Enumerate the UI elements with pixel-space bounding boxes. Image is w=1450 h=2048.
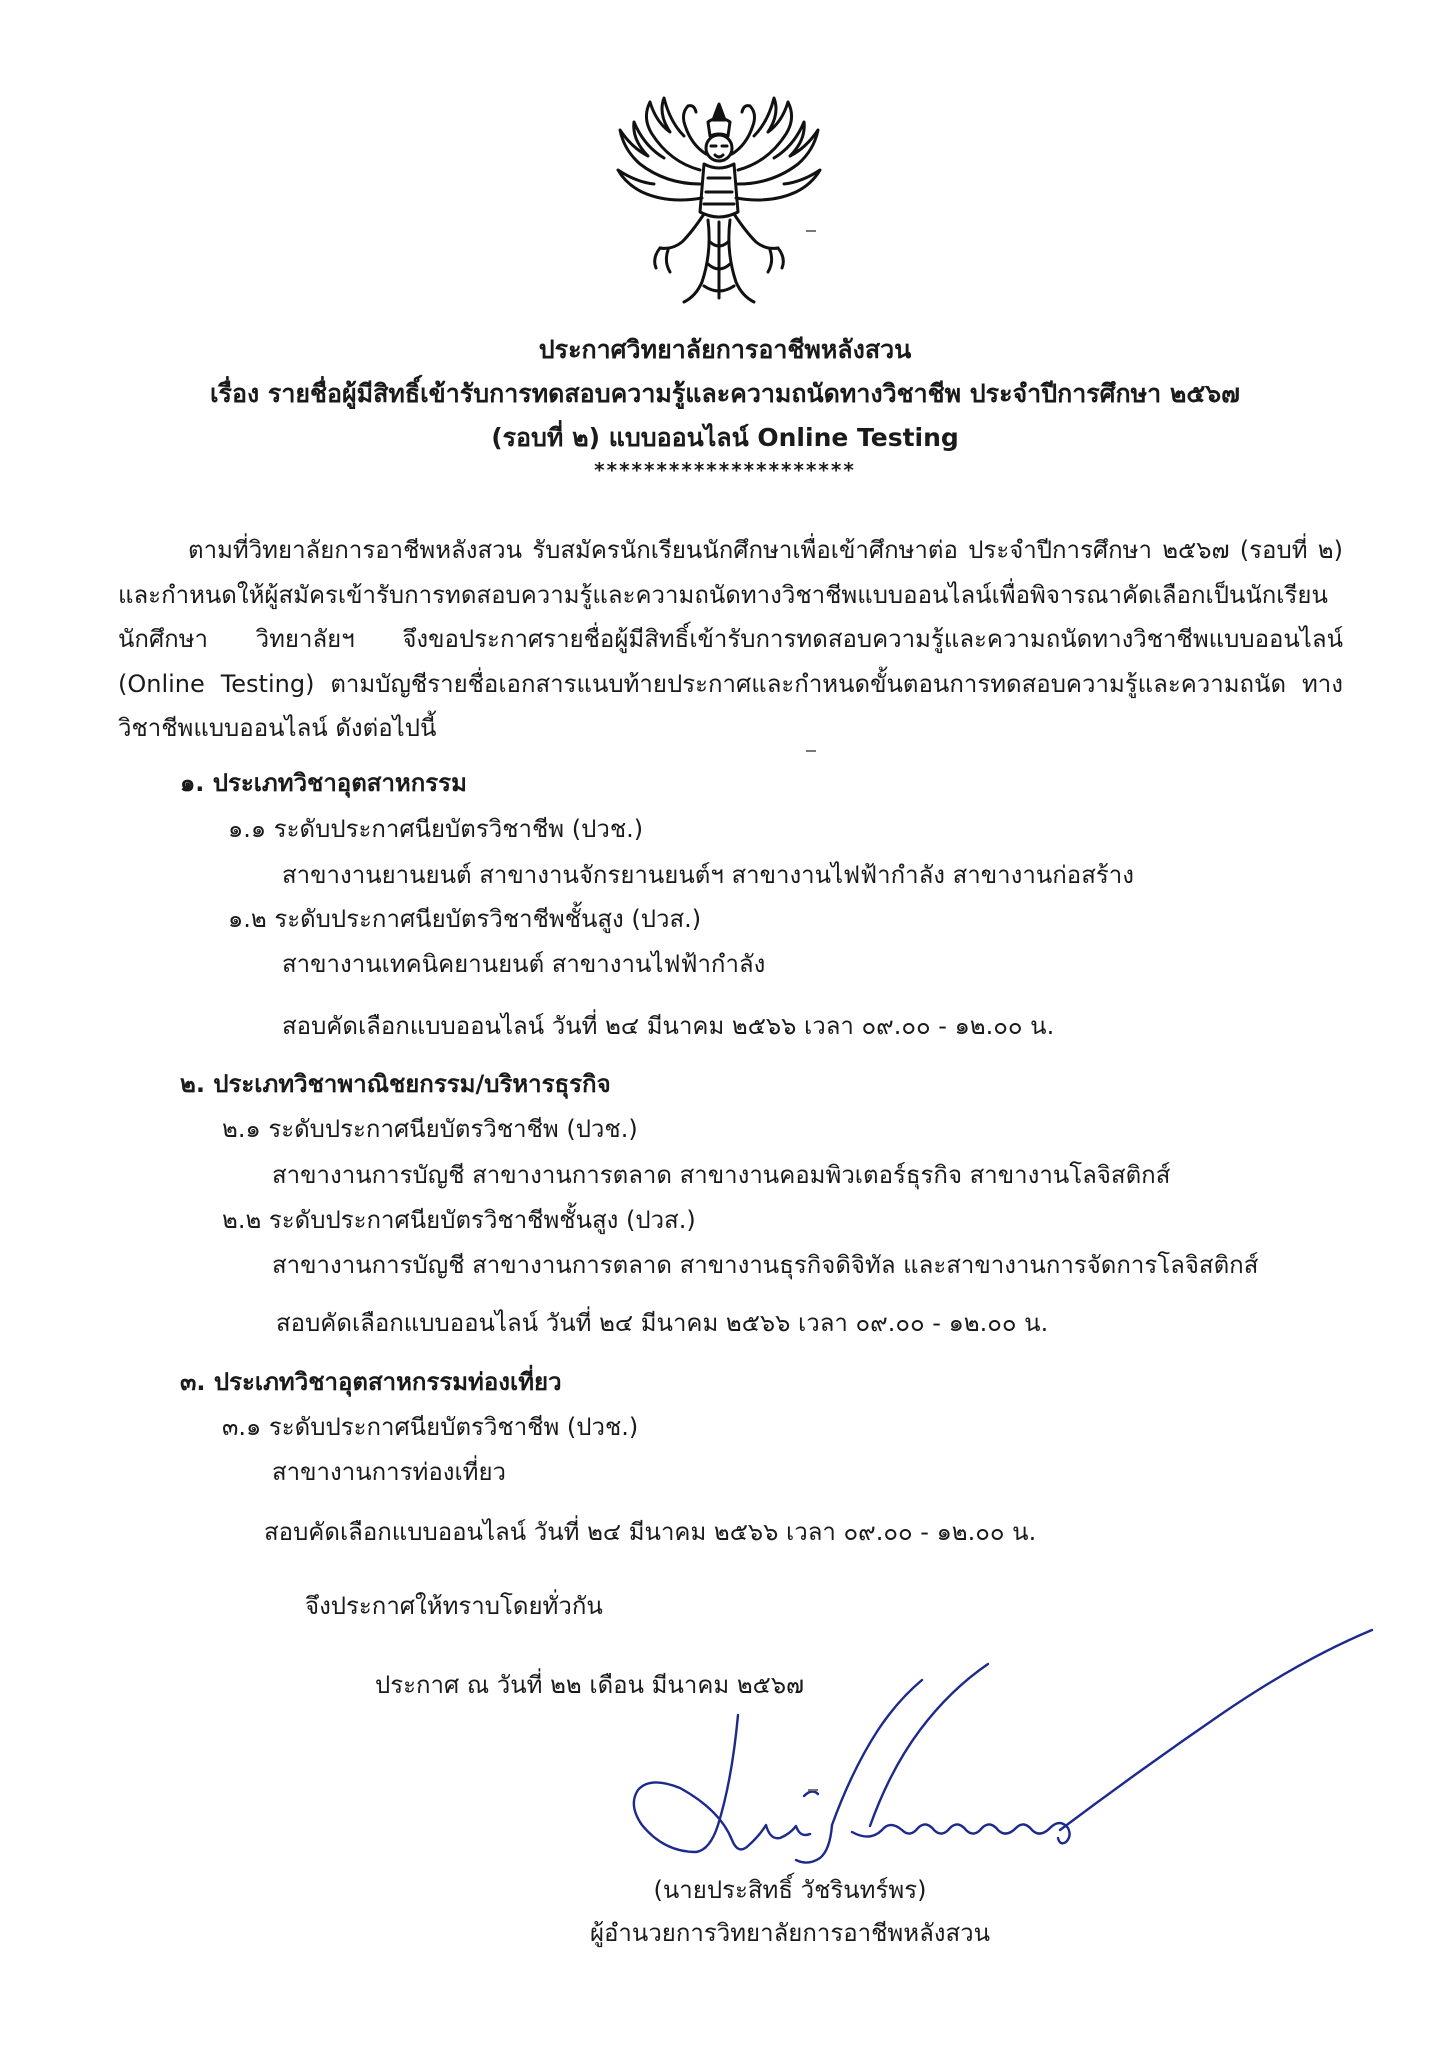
level-label: ๑.๒ ระดับประกาศนียบัตรวิชาชีพชั้นสูง (ปวส.) xyxy=(228,905,702,933)
announcement-title: ประกาศวิทยาลัยการอาชีพหลังสวน xyxy=(538,335,912,364)
section-title: ๒. ประเภทวิชาพาณิชยกรรม/บริหารธุรกิจ xyxy=(180,1070,611,1098)
level-label: ๒.๑ ระดับประกาศนียบัตรวิชาชีพ (ปวช.) xyxy=(222,1115,638,1143)
section-title: ๑. ประเภทวิชาอุตสาหกรรม xyxy=(180,769,467,797)
majors-list: สาขางานเทคนิคยานยนต์ สาขางานไฟฟ้ากำลัง xyxy=(282,950,766,978)
exam-schedule: สอบคัดเลือกแบบออนไลน์ วันที่ ๒๔ มีนาคม ๒๕๖๖ เวลา ๐๙.๐๐ - ๑๒.๐๐ น. xyxy=(264,1518,1037,1546)
scan-mark xyxy=(808,1789,818,1791)
announcement-subject: เรื่อง รายชื่อผู้มีสิทธิ์เข้ารับการทดสอบความรู้และความถนัดทางวิชาชีพ ประจำปีการศึกษา ๒๕๖๗ xyxy=(210,379,1240,408)
scan-mark xyxy=(806,750,816,752)
majors-list: สาขางานการท่องเที่ยว xyxy=(272,1458,507,1486)
level-label: ๓.๑ ระดับประกาศนียบัตรวิชาชีพ (ปวช.) xyxy=(222,1413,639,1441)
scan-mark xyxy=(806,230,816,232)
level-label: ๑.๑ ระดับประกาศนียบัตรวิชาชีพ (ปวช.) xyxy=(228,815,644,843)
signatory-position: ผู้อำนวยการวิทยาลัยการอาชีพหลังสวน xyxy=(589,1919,991,1947)
signature-icon xyxy=(620,1620,1380,1910)
announcement-round: (รอบที่ ๒) แบบออนไลน์ Online Testing xyxy=(491,423,959,452)
exam-schedule: สอบคัดเลือกแบบออนไลน์ วันที่ ๒๔ มีนาคม ๒๕๖๖ เวลา ๐๙.๐๐ - ๑๒.๐๐ น. xyxy=(276,1309,1049,1337)
section-title: ๓. ประเภทวิชาอุตสาหกรรมท่องเที่ยว xyxy=(180,1368,562,1396)
majors-list: สาขางานยานยนต์ สาขางานจักรยานยนต์ฯ สาขางานไฟฟ้ากำลัง สาขางานก่อสร้าง xyxy=(282,861,1134,889)
intro-paragraph: ตามที่วิทยาลัยการอาชีพหลังสวน รับสมัครนักเรียนนักศึกษาเพื่อเข้าศึกษาต่อ ประจำปีการศึกษา ๒๕๖๗ (รอบที่ ๒) และกำหนดให้ผู้สมัครเข้ารับการทดสอบความรู้และความถนัดทางวิชาชีพแบบออนไลน์เพื่อพิจารณาคัดเลือกเป็นนักเรียน นักศึกษา วิทยาลัยฯ จึงขอประกาศรายชื่อผู้มีสิทธิ์เข้ารับการทดสอบความรู้และความถนัดทางวิชาชีพแบบออนไลน์ (Online Testing) ตามบัญชีรายชื่อเอกสารแนบท้ายประกาศและกำหนดขั้นตอนการทดสอบความรู้และความถนัด ทางวิชาชีพแบบออนไลน์ ดังต่อไปนี้ xyxy=(118,536,1343,742)
level-label: ๒.๒ ระดับประกาศนียบัตรวิชาชีพชั้นสูง (ปวส.) xyxy=(222,1206,696,1234)
signatory-name: (นายประสิทธิ์ วัชรินทร์พร) xyxy=(653,1876,927,1904)
garuda-emblem-icon xyxy=(612,92,826,308)
majors-list: สาขางานการบัญชี สาขางานการตลาด สาขางานธุรกิจดิจิทัล และสาขางานการจัดการโลจิสติกส์ xyxy=(272,1251,1259,1279)
closing-statement: จึงประกาศให้ทราบโดยทั่วกัน xyxy=(305,1592,603,1620)
exam-schedule: สอบคัดเลือกแบบออนไลน์ วันที่ ๒๔ มีนาคม ๒๕๖๖ เวลา ๐๙.๐๐ - ๑๒.๐๐ น. xyxy=(282,1012,1055,1040)
announcement-date: ประกาศ ณ วันที่ ๒๒ เดือน มีนาคม ๒๕๖๗ xyxy=(375,1671,805,1699)
separator-stars: ********************* xyxy=(594,458,856,482)
majors-list: สาขางานการบัญชี สาขางานการตลาด สาขางานคอมพิวเตอร์ธุรกิจ สาขางานโลจิสติกส์ xyxy=(272,1161,1171,1189)
